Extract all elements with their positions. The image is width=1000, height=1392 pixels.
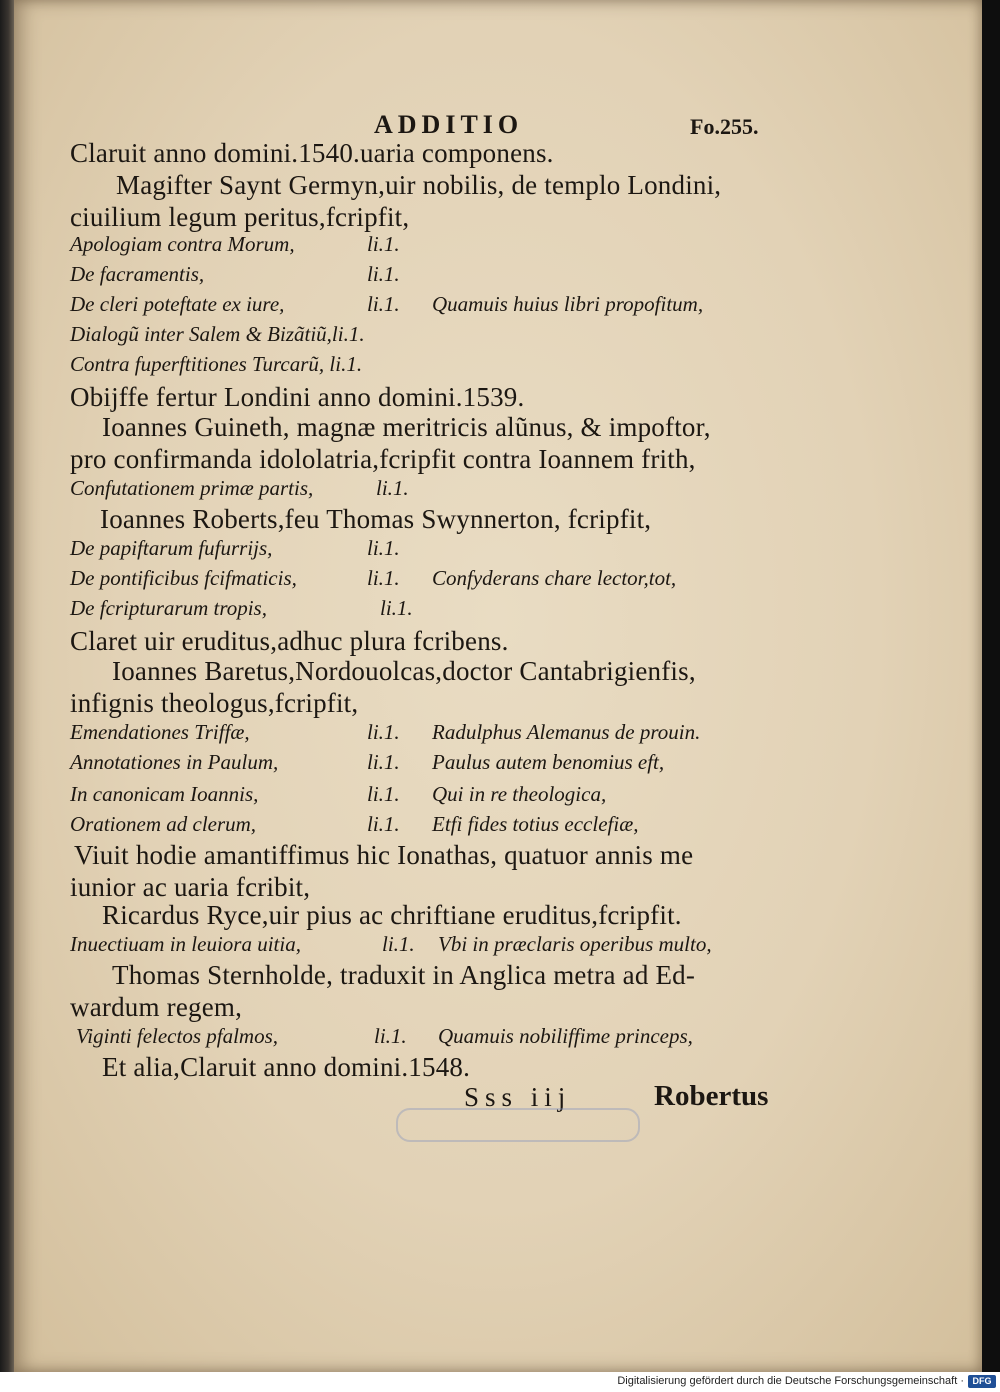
page-text-block xyxy=(14,0,982,1372)
book-count: li.1. xyxy=(380,596,413,620)
text-line: ciuilium legum peritus,fcripfit, xyxy=(70,202,410,232)
book-count: li.1. xyxy=(367,566,400,590)
work-title: De cleri poteftate ex iure, xyxy=(70,292,285,316)
book-count: li.1. xyxy=(382,932,415,956)
work-title: Apologiam contra Morum, xyxy=(70,232,295,256)
incipit: Quamuis nobiliffime princeps, xyxy=(438,1024,693,1048)
work-title: Viginti felectos pfalmos, xyxy=(76,1024,279,1048)
work-title: De papiftarum fufurrijs, xyxy=(70,536,273,560)
text-line: Claret uir eruditus,adhuc plura fcribens. xyxy=(70,626,509,656)
text-line: Ioannes Roberts,feu Thomas Swynnerton, fcripfit, xyxy=(100,504,652,534)
book-count: li.1. xyxy=(367,292,400,316)
text-line: Magifter Saynt Germyn,uir nobilis, de templo Londini, xyxy=(116,170,722,200)
book-count: li.1. xyxy=(367,812,400,836)
book-count: li.1. xyxy=(367,262,400,286)
text-line: infignis theologus,fcripfit, xyxy=(70,688,359,718)
work-title: Emendationes Triffæ, xyxy=(70,720,250,744)
book-count: li.1. xyxy=(367,750,400,774)
work-title: De fcripturarum tropis, xyxy=(70,596,267,620)
text-line: Et alia,Claruit anno domini.1548. xyxy=(102,1052,471,1082)
text-line: Ioannes Baretus,Nordouolcas,doctor Cantabrigienfis, xyxy=(112,656,696,686)
book-page xyxy=(14,0,982,1372)
incipit: Quamuis huius libri propofitum, xyxy=(432,292,704,316)
work-title: Annotationes in Paulum, xyxy=(70,750,279,774)
footer-credit: Digitalisierung gefördert durch die Deutsche Forschungsgemeinschaft · xyxy=(617,1375,964,1387)
incipit: Qui in re theologica, xyxy=(432,782,607,806)
book-count: li.1. xyxy=(367,536,400,560)
text-line: Obijffe fertur Londini anno domini.1539. xyxy=(70,382,525,412)
text-line: Claruit anno domini.1540.uaria componens. xyxy=(70,138,554,168)
text-line: Ricardus Ryce,uir pius ac chriftiane eruditus,fcripfit. xyxy=(102,900,682,930)
incipit: Paulus autem benomius eft, xyxy=(432,750,665,774)
work-title: Inuectiuam in leuiora uitia, xyxy=(70,932,301,956)
incipit: Confyderans chare lector,tot, xyxy=(432,566,677,590)
library-stamp xyxy=(396,1108,640,1142)
work-title: Dialogũ inter Salem & Bizãtiũ,li.1. xyxy=(70,322,365,346)
work-title: De facramentis, xyxy=(70,262,205,286)
incipit: Vbi in præclaris operibus multo, xyxy=(438,932,712,956)
folio-number: Fo.255. xyxy=(690,114,759,139)
catchword: Robertus xyxy=(654,1080,769,1112)
text-line: Ioannes Guineth, magnæ meritricis alũnus, & impoftor, xyxy=(102,412,711,442)
book-count: li.1. xyxy=(374,1024,407,1048)
work-title: De pontificibus fcifmaticis, xyxy=(70,566,297,590)
incipit: Etfi fides totius ecclefiæ, xyxy=(432,812,639,836)
signature-mark: Sss iij xyxy=(464,1082,572,1112)
incipit: Radulphus Alemanus de prouin. xyxy=(432,720,701,744)
work-title: In canonicam Ioannis, xyxy=(70,782,259,806)
work-title: Orationem ad clerum, xyxy=(70,812,257,836)
text-line: pro confirmanda idololatria,fcripfit contra Ioannem frith, xyxy=(70,444,696,474)
work-title: Confutationem primæ partis, xyxy=(70,476,314,500)
text-line: wardum regem, xyxy=(70,992,243,1022)
book-count: li.1. xyxy=(367,232,400,256)
digitization-footer xyxy=(0,1372,1000,1392)
dfg-logo-icon: DFG xyxy=(968,1375,996,1388)
book-count: li.1. xyxy=(367,782,400,806)
book-count: li.1. xyxy=(367,720,400,744)
running-title: ADDITIO xyxy=(374,110,524,139)
text-line: Thomas Sternholde, traduxit in Anglica metra ad Ed- xyxy=(112,960,696,990)
book-binding-edge xyxy=(0,0,14,1372)
text-line: iunior ac uaria fcribit, xyxy=(70,872,311,902)
text-line: Viuit hodie amantiffimus hic Ionathas, quatuor annis me xyxy=(74,840,694,870)
book-count: li.1. xyxy=(376,476,409,500)
work-title: Contra fuperftitiones Turcarũ, li.1. xyxy=(70,352,363,376)
